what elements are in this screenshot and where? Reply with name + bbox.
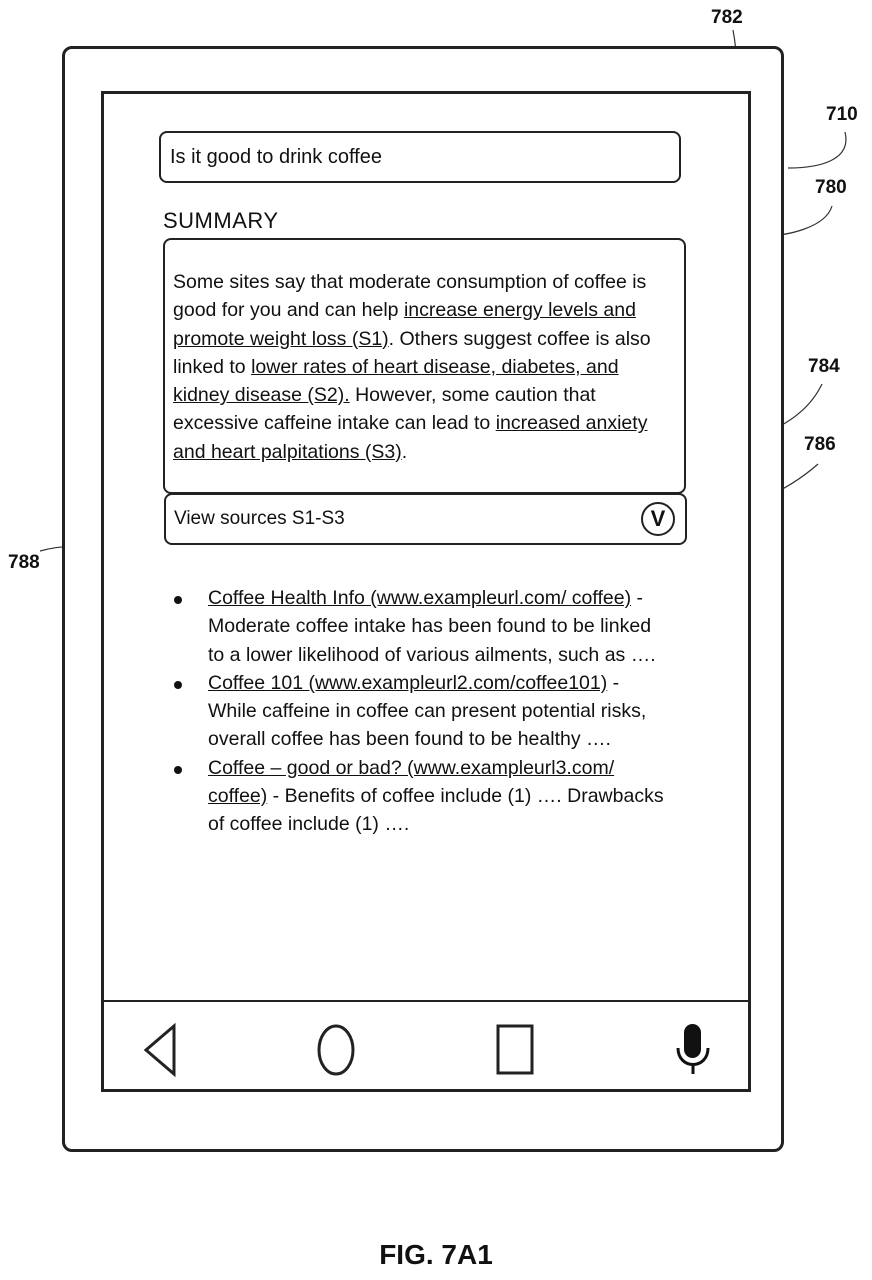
source-snippet-1: - Moderate coffee intake has been found to be linked to a lower likelihood of various ailments, such as ….	[208, 587, 656, 666]
source-snippet-2: - While caffeine in coffee can present potential risks, overall coffee has been found to be healthy ….	[208, 671, 647, 751]
ref-784: 784	[808, 356, 840, 377]
ref-786: 786	[804, 434, 836, 455]
summary-text-2: . Others suggest coffee is also linked to	[173, 327, 651, 378]
summary-link-s2[interactable]: lower rates of heart disease, diabetes, and kidney disease (S2).	[173, 355, 619, 407]
ref-780: 780	[815, 177, 847, 198]
figure-label: FIG. 7A1	[379, 1239, 493, 1270]
chevron-down-icon[interactable]: V	[641, 502, 675, 536]
list-item	[172, 754, 672, 839]
back-icon[interactable]	[138, 1018, 188, 1082]
source-link-2[interactable]: Coffee 101 (www.exampleurl2.com/coffee101)	[208, 671, 608, 694]
list-item	[172, 669, 672, 754]
ref-788: 788	[8, 552, 40, 573]
view-sources-label: View sources S1-S3	[174, 508, 345, 529]
microphone-icon[interactable]	[668, 1018, 718, 1082]
ref-710: 710	[826, 104, 858, 125]
summary-heading: SUMMARY	[163, 208, 279, 233]
list-item	[172, 584, 672, 669]
summary-text-3: However, some caution that excessive caffeine intake can lead to	[173, 384, 596, 435]
source-snippet-3: - Benefits of coffee include (1) …. Drawbacks of coffee include (1) ….	[208, 785, 664, 836]
ref-782: 782	[711, 7, 743, 28]
search-query-field[interactable]: Is it good to drink coffee	[159, 131, 681, 183]
summary-link-s1[interactable]: increase energy levels and promote weight loss (S1)	[173, 299, 636, 350]
view-sources-button[interactable]	[164, 493, 687, 545]
source-list	[172, 584, 672, 839]
source-link-3[interactable]: Coffee – good or bad? (www.exampleurl3.com/ coffee)	[208, 756, 615, 808]
summary-box	[163, 238, 686, 494]
leader-710	[788, 132, 846, 168]
summary-text-4: .	[401, 440, 408, 463]
source-link-1[interactable]: Coffee Health Info (www.exampleurl.com/ coffee)	[208, 587, 632, 609]
home-icon[interactable]	[311, 1018, 361, 1082]
recent-apps-icon[interactable]	[490, 1018, 540, 1082]
navigation-bar	[104, 1000, 748, 1089]
summary-link-s3[interactable]: increased anxiety and heart palpitations (S3)	[173, 412, 648, 463]
summary-text-1: Some sites say that moderate consumption of coffee is good for you and can help	[173, 271, 647, 322]
